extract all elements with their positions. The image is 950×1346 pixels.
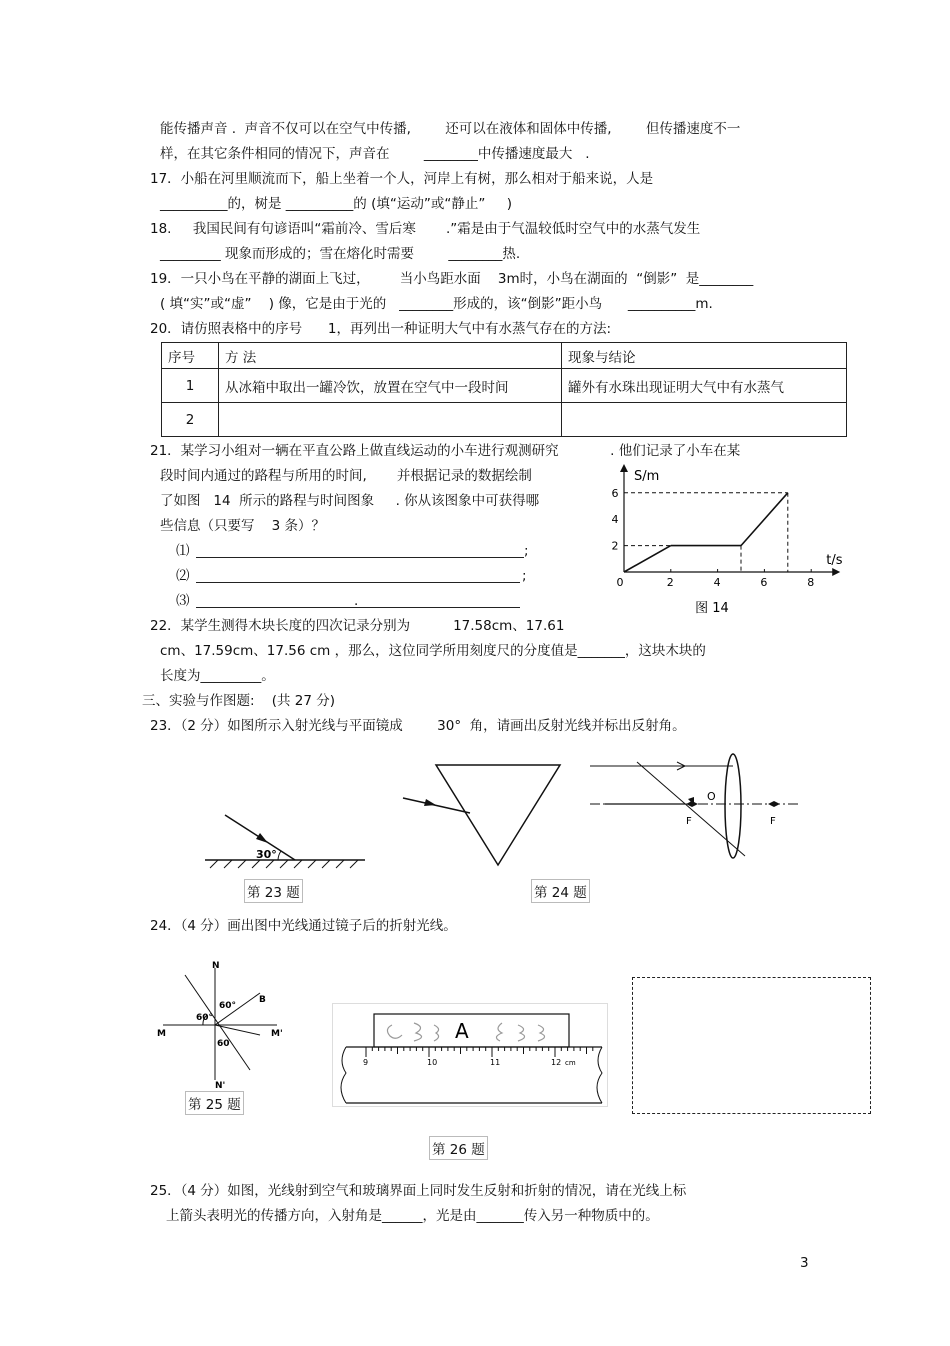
ruler-figure <box>332 1003 608 1107</box>
text-line: 了如图 14 所示的路程与时间图象 . 你从该图象中可获得哪 <box>160 493 540 509</box>
chart-title: 图 14 <box>695 601 729 616</box>
question-19-blank: ( 填“实”或“虚” ) 像，它是由于光的 ________形成的，该“倒影”距小鸟 __________m. <box>160 296 713 312</box>
question-23: 23．（2 分）如图所示入射光线与平面镜成 30° 角，请画出反射光线并标出反射角。 <box>150 718 686 734</box>
normal-label: N <box>212 961 220 971</box>
question-17: 17．小船在河里顺流而下，船上坐着一个人，河岸上有树，那么相对于船来说，人是 <box>150 171 654 187</box>
table-header: 现象与结论 <box>562 343 847 369</box>
question-24: 24．（4 分）画出图中光线通过镜子后的折射光线。 <box>150 918 457 934</box>
question-21: 21．某学习小组对一辆在平直公路上做直线运动的小车进行观测研究 . 他们记录了小车在某 <box>150 443 741 459</box>
question-25: 25．（4 分）如图，光线射到空气和玻璃界面上同时发生反射和折射的情况，请在光线上标 <box>150 1183 687 1199</box>
question-18-blank: _________ 现象而形成的；雪在熔化时需要 ________热. <box>160 246 521 262</box>
x-tick-label: 8 <box>807 576 815 589</box>
y-tick-label: 4 <box>611 513 619 527</box>
answer-label: ⑵ <box>176 568 190 584</box>
angle-label: 60° <box>219 1001 237 1011</box>
text-line: 些信息（只要写 3 条）？ <box>160 518 326 534</box>
ruler-ticks <box>366 1047 593 1057</box>
text-line: 能传播声音 . 声音不仅可以在空气中传播, 还可以在液体和固体中传播, 但传播速度不一 <box>160 121 741 137</box>
ruler-number: 11 <box>490 1058 501 1067</box>
section-title: 三、实验与作图题: (共 27 分) <box>142 693 336 709</box>
caption-26: 第 26 题 <box>429 1136 488 1160</box>
text-line: cm、17.59cm、17.56 cm ，那么，这位同学所用刻度尺的分度值是_______，这块木块的 <box>160 643 706 659</box>
angle-label: 60 <box>217 1039 230 1049</box>
table-cell: 2 <box>162 403 219 437</box>
answer-line <box>196 582 520 583</box>
ray-label: B <box>259 995 266 1005</box>
lens-center-label: O <box>707 790 716 803</box>
angle-label: 60° <box>196 1013 214 1023</box>
question-18: 18. 我国民间有句谚语叫“霜前冷、雪后寒 .”霜是由于气温较低时空气中的水蒸气发生 <box>150 221 701 237</box>
ruler-unit: cm <box>565 1059 576 1067</box>
table-header: 序号 <box>162 343 219 369</box>
caption-23: 第 23 题 <box>244 879 303 903</box>
caption-24: 第 24 题 <box>531 879 590 903</box>
table-header: 方 法 <box>219 343 562 369</box>
vapor-table <box>161 342 847 437</box>
focus-label: F <box>686 816 692 827</box>
x-tick-label: 2 <box>666 576 674 589</box>
y-axis-arrow <box>620 464 628 472</box>
x-tick-label: 4 <box>713 576 721 589</box>
text-line: 段时间内通过的路程与所用的时间, 并根据记录的数据绘制 <box>160 468 532 484</box>
series-segment <box>741 493 788 546</box>
answer-end: ; <box>522 568 527 584</box>
interface-label: M' <box>271 1029 283 1039</box>
table-cell <box>219 403 562 437</box>
block-label: A <box>455 1019 469 1043</box>
question-17-blank: __________的，树是 __________的 (填“运动”或“静止” ) <box>160 196 513 212</box>
answer-box <box>632 977 871 1114</box>
y-tick-label: 6 <box>611 486 619 500</box>
mirror-figure <box>200 805 370 870</box>
y-tick-label: 2 <box>611 539 619 553</box>
question-22: 22．某学生测得木块长度的四次记录分别为 17.58cm、17.61 <box>150 618 565 634</box>
caption-25: 第 25 题 <box>185 1091 244 1115</box>
answer-label: ⑶ <box>176 593 190 609</box>
focus-label: F <box>770 816 776 827</box>
prism-figure <box>398 760 563 870</box>
text-line: 样，在其它条件相同的情况下，声音在 ________中传播速度最大 . <box>160 146 590 162</box>
page-number: 3 <box>800 1255 809 1271</box>
text-line: 长度为_________。 <box>160 668 275 684</box>
series-segment <box>624 546 671 572</box>
answer-line <box>196 557 524 558</box>
answer-end: ; <box>524 543 529 559</box>
ruler-number: 10 <box>427 1058 438 1067</box>
x-axis-arrow <box>832 568 840 576</box>
angle-label: 30° <box>256 848 277 861</box>
text-line: 上箭头表明光的传播方向，入射角是______，光是由_______传入另一种物质中的。 <box>166 1208 659 1224</box>
reflection-figure <box>155 960 290 1090</box>
table-cell: 1 <box>162 369 219 403</box>
normal-label: N' <box>215 1081 226 1090</box>
interface-label: M <box>157 1029 166 1039</box>
y-axis-label: S/m <box>634 469 660 484</box>
question-20: 20．请仿照表格中的序号 1，再列出一种证明大气中有水蒸气存在的方法: <box>150 321 612 337</box>
answer-label: ⑴ <box>176 543 190 559</box>
table-cell: 从冰箱中取出一罐冷饮，放置在空气中一段时间 <box>219 369 562 403</box>
ruler-number: 12 <box>551 1058 562 1067</box>
distance-time-chart <box>600 462 850 620</box>
table-cell <box>562 403 847 437</box>
question-19: 19．一只小鸟在平静的湖面上飞过， 当小鸟距水面 3m时，小鸟在湖面的 “倒影” 是________ <box>150 271 754 287</box>
table-cell: 罐外有水珠出现证明大气中有水蒸气 <box>562 369 847 403</box>
answer-end: . <box>354 593 359 609</box>
x-axis-label: t/s <box>826 553 843 568</box>
x-tick-label: 0 <box>616 576 624 589</box>
ruler-number: 9 <box>363 1058 369 1067</box>
lens-figure <box>585 752 805 864</box>
x-tick-label: 6 <box>760 576 768 589</box>
